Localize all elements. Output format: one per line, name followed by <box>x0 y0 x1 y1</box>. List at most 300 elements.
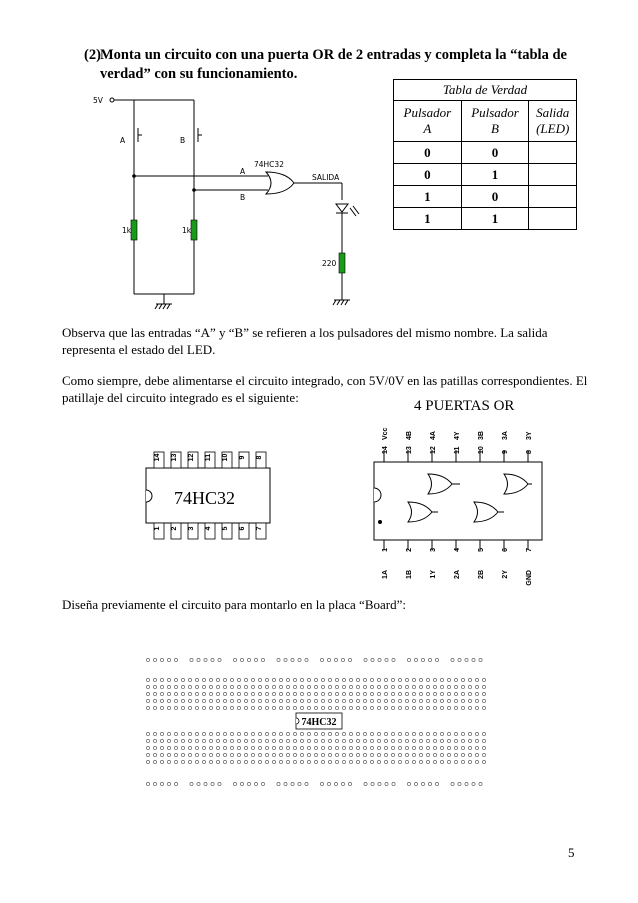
rail-hole[interactable] <box>364 658 367 661</box>
breadboard-hole[interactable] <box>265 685 268 688</box>
breadboard-hole[interactable] <box>447 706 450 709</box>
breadboard-hole[interactable] <box>174 732 177 735</box>
breadboard-hole[interactable] <box>433 678 436 681</box>
breadboard-hole[interactable] <box>419 699 422 702</box>
breadboard-hole[interactable] <box>405 699 408 702</box>
breadboard-hole[interactable] <box>321 739 324 742</box>
breadboard-hole[interactable] <box>230 692 233 695</box>
rail-hole[interactable] <box>451 658 454 661</box>
rail-hole[interactable] <box>414 782 417 785</box>
breadboard-hole[interactable] <box>209 753 212 756</box>
breadboard-hole[interactable] <box>202 706 205 709</box>
breadboard-hole[interactable] <box>384 706 387 709</box>
breadboard-hole[interactable] <box>433 739 436 742</box>
breadboard-hole[interactable] <box>384 699 387 702</box>
breadboard-hole[interactable] <box>230 753 233 756</box>
breadboard-hole[interactable] <box>314 739 317 742</box>
rail-hole[interactable] <box>233 782 236 785</box>
breadboard-hole[interactable] <box>174 739 177 742</box>
breadboard-hole[interactable] <box>363 678 366 681</box>
rail-hole[interactable] <box>421 782 424 785</box>
breadboard-hole[interactable] <box>377 746 380 749</box>
breadboard-hole[interactable] <box>209 706 212 709</box>
breadboard-hole[interactable] <box>209 732 212 735</box>
breadboard-hole[interactable] <box>433 732 436 735</box>
breadboard-hole[interactable] <box>468 732 471 735</box>
breadboard-hole[interactable] <box>321 692 324 695</box>
rail-hole[interactable] <box>218 782 221 785</box>
breadboard-hole[interactable] <box>146 732 149 735</box>
breadboard-hole[interactable] <box>475 699 478 702</box>
breadboard-hole[interactable] <box>307 739 310 742</box>
breadboard-hole[interactable] <box>398 699 401 702</box>
breadboard-hole[interactable] <box>349 699 352 702</box>
breadboard-hole[interactable] <box>356 692 359 695</box>
breadboard-hole[interactable] <box>286 699 289 702</box>
breadboard-hole[interactable] <box>468 685 471 688</box>
breadboard-hole[interactable] <box>279 706 282 709</box>
breadboard-hole[interactable] <box>335 685 338 688</box>
breadboard-hole[interactable] <box>188 732 191 735</box>
breadboard-hole[interactable] <box>370 732 373 735</box>
breadboard-hole[interactable] <box>440 739 443 742</box>
rail-hole[interactable] <box>204 658 207 661</box>
breadboard-hole[interactable] <box>398 732 401 735</box>
breadboard-hole[interactable] <box>209 678 212 681</box>
breadboard-hole[interactable] <box>426 739 429 742</box>
breadboard-hole[interactable] <box>398 685 401 688</box>
breadboard-hole[interactable] <box>335 746 338 749</box>
breadboard-hole[interactable] <box>153 739 156 742</box>
breadboard-hole[interactable] <box>391 685 394 688</box>
breadboard-hole[interactable] <box>244 760 247 763</box>
breadboard-hole[interactable] <box>174 692 177 695</box>
breadboard-hole[interactable] <box>482 760 485 763</box>
breadboard-hole[interactable] <box>202 699 205 702</box>
breadboard-hole[interactable] <box>468 699 471 702</box>
breadboard-hole[interactable] <box>405 739 408 742</box>
breadboard-hole[interactable] <box>405 753 408 756</box>
breadboard-hole[interactable] <box>181 746 184 749</box>
breadboard-hole[interactable] <box>181 678 184 681</box>
rail-hole[interactable] <box>341 658 344 661</box>
rail-hole[interactable] <box>465 658 468 661</box>
breadboard-hole[interactable] <box>174 706 177 709</box>
breadboard-hole[interactable] <box>363 699 366 702</box>
breadboard-hole[interactable] <box>209 746 212 749</box>
breadboard-hole[interactable] <box>300 739 303 742</box>
breadboard-hole[interactable] <box>419 760 422 763</box>
breadboard-hole[interactable] <box>314 699 317 702</box>
breadboard-hole[interactable] <box>251 753 254 756</box>
breadboard-hole[interactable] <box>398 746 401 749</box>
breadboard-hole[interactable] <box>342 678 345 681</box>
breadboard-hole[interactable] <box>468 746 471 749</box>
breadboard-hole[interactable] <box>307 692 310 695</box>
rail-hole[interactable] <box>378 658 381 661</box>
breadboard-hole[interactable] <box>440 678 443 681</box>
breadboard-hole[interactable] <box>328 760 331 763</box>
breadboard-hole[interactable] <box>265 746 268 749</box>
breadboard-hole[interactable] <box>454 753 457 756</box>
breadboard-hole[interactable] <box>461 753 464 756</box>
breadboard-hole[interactable] <box>335 732 338 735</box>
breadboard-hole[interactable] <box>440 746 443 749</box>
breadboard-hole[interactable] <box>412 760 415 763</box>
rail-hole[interactable] <box>190 658 193 661</box>
breadboard-hole[interactable] <box>398 753 401 756</box>
breadboard-hole[interactable] <box>377 692 380 695</box>
breadboard-hole[interactable] <box>426 753 429 756</box>
breadboard-hole[interactable] <box>293 699 296 702</box>
breadboard-hole[interactable] <box>286 732 289 735</box>
rail-hole[interactable] <box>341 782 344 785</box>
breadboard-hole[interactable] <box>167 753 170 756</box>
breadboard-hole[interactable] <box>272 685 275 688</box>
breadboard-hole[interactable] <box>440 753 443 756</box>
rail-hole[interactable] <box>320 782 323 785</box>
breadboard-hole[interactable] <box>146 746 149 749</box>
breadboard-hole[interactable] <box>314 753 317 756</box>
breadboard-hole[interactable] <box>167 685 170 688</box>
breadboard-hole[interactable] <box>447 746 450 749</box>
breadboard-hole[interactable] <box>307 732 310 735</box>
breadboard-hole[interactable] <box>300 699 303 702</box>
breadboard-hole[interactable] <box>230 760 233 763</box>
breadboard-hole[interactable] <box>167 692 170 695</box>
breadboard-hole[interactable] <box>293 732 296 735</box>
breadboard-hole[interactable] <box>293 685 296 688</box>
breadboard-hole[interactable] <box>244 753 247 756</box>
rail-hole[interactable] <box>472 782 475 785</box>
breadboard-hole[interactable] <box>321 760 324 763</box>
breadboard-hole[interactable] <box>426 706 429 709</box>
breadboard-hole[interactable] <box>202 678 205 681</box>
rail-hole[interactable] <box>146 658 149 661</box>
breadboard-hole[interactable] <box>265 732 268 735</box>
rail-hole[interactable] <box>197 782 200 785</box>
breadboard-hole[interactable] <box>440 685 443 688</box>
breadboard-hole[interactable] <box>293 678 296 681</box>
breadboard-hole[interactable] <box>377 685 380 688</box>
rail-hole[interactable] <box>435 782 438 785</box>
breadboard-hole[interactable] <box>251 739 254 742</box>
breadboard-hole[interactable] <box>160 753 163 756</box>
breadboard-hole[interactable] <box>223 706 226 709</box>
breadboard-hole[interactable] <box>475 746 478 749</box>
breadboard-hole[interactable] <box>328 706 331 709</box>
breadboard-hole[interactable] <box>321 706 324 709</box>
breadboard-hole[interactable] <box>384 732 387 735</box>
breadboard-hole[interactable] <box>188 699 191 702</box>
table-cell-output[interactable] <box>529 142 577 164</box>
breadboard-hole[interactable] <box>419 746 422 749</box>
breadboard-hole[interactable] <box>286 739 289 742</box>
breadboard-hole[interactable] <box>167 732 170 735</box>
breadboard-hole[interactable] <box>293 753 296 756</box>
breadboard-hole[interactable] <box>377 678 380 681</box>
breadboard-hole[interactable] <box>384 678 387 681</box>
breadboard-hole[interactable] <box>230 746 233 749</box>
breadboard-hole[interactable] <box>447 678 450 681</box>
breadboard-hole[interactable] <box>412 706 415 709</box>
breadboard-hole[interactable] <box>370 746 373 749</box>
rail-hole[interactable] <box>233 658 236 661</box>
breadboard-hole[interactable] <box>405 692 408 695</box>
breadboard-hole[interactable] <box>356 739 359 742</box>
breadboard-hole[interactable] <box>328 699 331 702</box>
breadboard-hole[interactable] <box>363 692 366 695</box>
breadboard-hole[interactable] <box>475 739 478 742</box>
breadboard-hole[interactable] <box>391 678 394 681</box>
breadboard-hole[interactable] <box>391 732 394 735</box>
breadboard-hole[interactable] <box>440 760 443 763</box>
breadboard-hole[interactable] <box>349 753 352 756</box>
breadboard-hole[interactable] <box>153 746 156 749</box>
breadboard-hole[interactable] <box>293 739 296 742</box>
breadboard-hole[interactable] <box>188 706 191 709</box>
breadboard-hole[interactable] <box>223 692 226 695</box>
breadboard-hole[interactable] <box>286 678 289 681</box>
breadboard-hole[interactable] <box>363 760 366 763</box>
breadboard-hole[interactable] <box>202 739 205 742</box>
breadboard-hole[interactable] <box>216 739 219 742</box>
breadboard-hole[interactable] <box>314 692 317 695</box>
breadboard-hole[interactable] <box>454 746 457 749</box>
breadboard-hole[interactable] <box>391 699 394 702</box>
breadboard-hole[interactable] <box>384 760 387 763</box>
breadboard-hole[interactable] <box>279 678 282 681</box>
breadboard-hole[interactable] <box>377 739 380 742</box>
breadboard-hole[interactable] <box>356 732 359 735</box>
breadboard-hole[interactable] <box>160 692 163 695</box>
breadboard-hole[interactable] <box>216 678 219 681</box>
breadboard-hole[interactable] <box>461 678 464 681</box>
breadboard-hole[interactable] <box>153 692 156 695</box>
rail-hole[interactable] <box>327 782 330 785</box>
rail-hole[interactable] <box>254 658 257 661</box>
breadboard-hole[interactable] <box>279 732 282 735</box>
breadboard-hole[interactable] <box>244 678 247 681</box>
breadboard-hole[interactable] <box>426 746 429 749</box>
breadboard-hole[interactable] <box>356 746 359 749</box>
breadboard-hole[interactable] <box>384 746 387 749</box>
breadboard-hole[interactable] <box>167 746 170 749</box>
breadboard-hole[interactable] <box>146 753 149 756</box>
breadboard-hole[interactable] <box>174 753 177 756</box>
breadboard-hole[interactable] <box>146 692 149 695</box>
breadboard-hole[interactable] <box>216 692 219 695</box>
breadboard-hole[interactable] <box>202 753 205 756</box>
breadboard-hole[interactable] <box>433 760 436 763</box>
breadboard-hole[interactable] <box>160 739 163 742</box>
rail-hole[interactable] <box>371 782 374 785</box>
breadboard-hole[interactable] <box>174 699 177 702</box>
breadboard-hole[interactable] <box>349 760 352 763</box>
breadboard-hole[interactable] <box>202 685 205 688</box>
breadboard-hole[interactable] <box>160 706 163 709</box>
breadboard-hole[interactable] <box>433 746 436 749</box>
breadboard-hole[interactable] <box>391 746 394 749</box>
breadboard-hole[interactable] <box>335 760 338 763</box>
rail-hole[interactable] <box>218 658 221 661</box>
breadboard-hole[interactable] <box>384 753 387 756</box>
breadboard-hole[interactable] <box>216 699 219 702</box>
breadboard-hole[interactable] <box>300 746 303 749</box>
breadboard-hole[interactable] <box>475 678 478 681</box>
breadboard-hole[interactable] <box>314 706 317 709</box>
breadboard-hole[interactable] <box>209 760 212 763</box>
rail-hole[interactable] <box>364 782 367 785</box>
breadboard-hole[interactable] <box>223 746 226 749</box>
breadboard-hole[interactable] <box>482 746 485 749</box>
breadboard-hole[interactable] <box>454 706 457 709</box>
breadboard-hole[interactable] <box>412 739 415 742</box>
breadboard-hole[interactable] <box>286 753 289 756</box>
breadboard-hole[interactable] <box>216 753 219 756</box>
breadboard-hole[interactable] <box>209 692 212 695</box>
breadboard-hole[interactable] <box>454 685 457 688</box>
breadboard-hole[interactable] <box>279 685 282 688</box>
breadboard-hole[interactable] <box>377 699 380 702</box>
breadboard-hole[interactable] <box>391 739 394 742</box>
breadboard-hole[interactable] <box>419 739 422 742</box>
breadboard-hole[interactable] <box>307 699 310 702</box>
breadboard-hole[interactable] <box>314 685 317 688</box>
breadboard-hole[interactable] <box>244 699 247 702</box>
rail-hole[interactable] <box>458 658 461 661</box>
breadboard-hole[interactable] <box>237 739 240 742</box>
breadboard-hole[interactable] <box>349 732 352 735</box>
breadboard-hole[interactable] <box>209 685 212 688</box>
breadboard-hole[interactable] <box>146 739 149 742</box>
breadboard-hole[interactable] <box>174 678 177 681</box>
breadboard-hole[interactable] <box>468 706 471 709</box>
table-cell-output[interactable] <box>529 208 577 230</box>
breadboard-hole[interactable] <box>314 760 317 763</box>
rail-hole[interactable] <box>458 782 461 785</box>
rail-hole[interactable] <box>153 782 156 785</box>
rail-hole[interactable] <box>435 658 438 661</box>
breadboard-hole[interactable] <box>398 706 401 709</box>
breadboard-hole[interactable] <box>335 678 338 681</box>
breadboard-hole[interactable] <box>223 732 226 735</box>
breadboard-hole[interactable] <box>426 732 429 735</box>
breadboard-hole[interactable] <box>475 732 478 735</box>
breadboard-hole[interactable] <box>370 692 373 695</box>
breadboard-hole[interactable] <box>328 692 331 695</box>
breadboard-hole[interactable] <box>482 753 485 756</box>
breadboard-hole[interactable] <box>454 732 457 735</box>
breadboard-hole[interactable] <box>482 699 485 702</box>
breadboard-hole[interactable] <box>202 746 205 749</box>
breadboard-hole[interactable] <box>174 685 177 688</box>
breadboard-hole[interactable] <box>300 678 303 681</box>
rail-hole[interactable] <box>348 658 351 661</box>
breadboard-hole[interactable] <box>398 760 401 763</box>
rail-hole[interactable] <box>392 658 395 661</box>
rail-hole[interactable] <box>371 658 374 661</box>
breadboard-hole[interactable] <box>349 692 352 695</box>
rail-hole[interactable] <box>298 782 301 785</box>
breadboard-hole[interactable] <box>223 699 226 702</box>
rail-hole[interactable] <box>305 782 308 785</box>
breadboard-hole[interactable] <box>153 685 156 688</box>
breadboard-hole[interactable] <box>412 732 415 735</box>
rail-hole[interactable] <box>204 782 207 785</box>
breadboard-hole[interactable] <box>195 739 198 742</box>
breadboard-hole[interactable] <box>405 678 408 681</box>
rail-hole[interactable] <box>146 782 149 785</box>
breadboard-hole[interactable] <box>300 753 303 756</box>
breadboard-hole[interactable] <box>447 732 450 735</box>
breadboard-hole[interactable] <box>398 739 401 742</box>
breadboard-hole[interactable] <box>419 732 422 735</box>
breadboard-hole[interactable] <box>342 760 345 763</box>
breadboard-hole[interactable] <box>391 760 394 763</box>
breadboard-hole[interactable] <box>293 760 296 763</box>
breadboard-hole[interactable] <box>461 706 464 709</box>
breadboard-hole[interactable] <box>286 760 289 763</box>
breadboard-hole[interactable] <box>461 699 464 702</box>
breadboard-hole[interactable] <box>153 678 156 681</box>
breadboard-hole[interactable] <box>195 760 198 763</box>
breadboard-hole[interactable] <box>447 760 450 763</box>
breadboard-hole[interactable] <box>286 746 289 749</box>
breadboard-hole[interactable] <box>412 746 415 749</box>
breadboard-hole[interactable] <box>433 753 436 756</box>
breadboard-hole[interactable] <box>447 685 450 688</box>
breadboard-hole[interactable] <box>265 706 268 709</box>
breadboard-hole[interactable] <box>293 692 296 695</box>
rail-hole[interactable] <box>197 658 200 661</box>
breadboard-hole[interactable] <box>223 739 226 742</box>
breadboard-hole[interactable] <box>272 678 275 681</box>
breadboard-hole[interactable] <box>258 732 261 735</box>
breadboard-hole[interactable] <box>447 753 450 756</box>
breadboard-hole[interactable] <box>475 753 478 756</box>
breadboard-hole[interactable] <box>426 678 429 681</box>
breadboard-hole[interactable] <box>370 706 373 709</box>
breadboard-hole[interactable] <box>251 706 254 709</box>
table-cell-output[interactable] <box>529 186 577 208</box>
rail-hole[interactable] <box>378 782 381 785</box>
breadboard-hole[interactable] <box>195 753 198 756</box>
breadboard-hole[interactable] <box>153 732 156 735</box>
rail-hole[interactable] <box>211 658 214 661</box>
breadboard-hole[interactable] <box>286 685 289 688</box>
breadboard-hole[interactable] <box>384 692 387 695</box>
breadboard-hole[interactable] <box>265 692 268 695</box>
breadboard-hole[interactable] <box>335 699 338 702</box>
rail-hole[interactable] <box>428 782 431 785</box>
breadboard-hole[interactable] <box>195 699 198 702</box>
breadboard-hole[interactable] <box>356 706 359 709</box>
breadboard-hole[interactable] <box>293 706 296 709</box>
rail-hole[interactable] <box>291 658 294 661</box>
breadboard-hole[interactable] <box>349 685 352 688</box>
breadboard-hole[interactable] <box>314 678 317 681</box>
rail-hole[interactable] <box>254 782 257 785</box>
rail-hole[interactable] <box>277 782 280 785</box>
breadboard-hole[interactable] <box>272 753 275 756</box>
breadboard-hole[interactable] <box>258 678 261 681</box>
breadboard[interactable] <box>136 650 496 795</box>
breadboard-hole[interactable] <box>426 685 429 688</box>
breadboard-hole[interactable] <box>328 746 331 749</box>
breadboard-hole[interactable] <box>454 699 457 702</box>
breadboard-hole[interactable] <box>433 692 436 695</box>
